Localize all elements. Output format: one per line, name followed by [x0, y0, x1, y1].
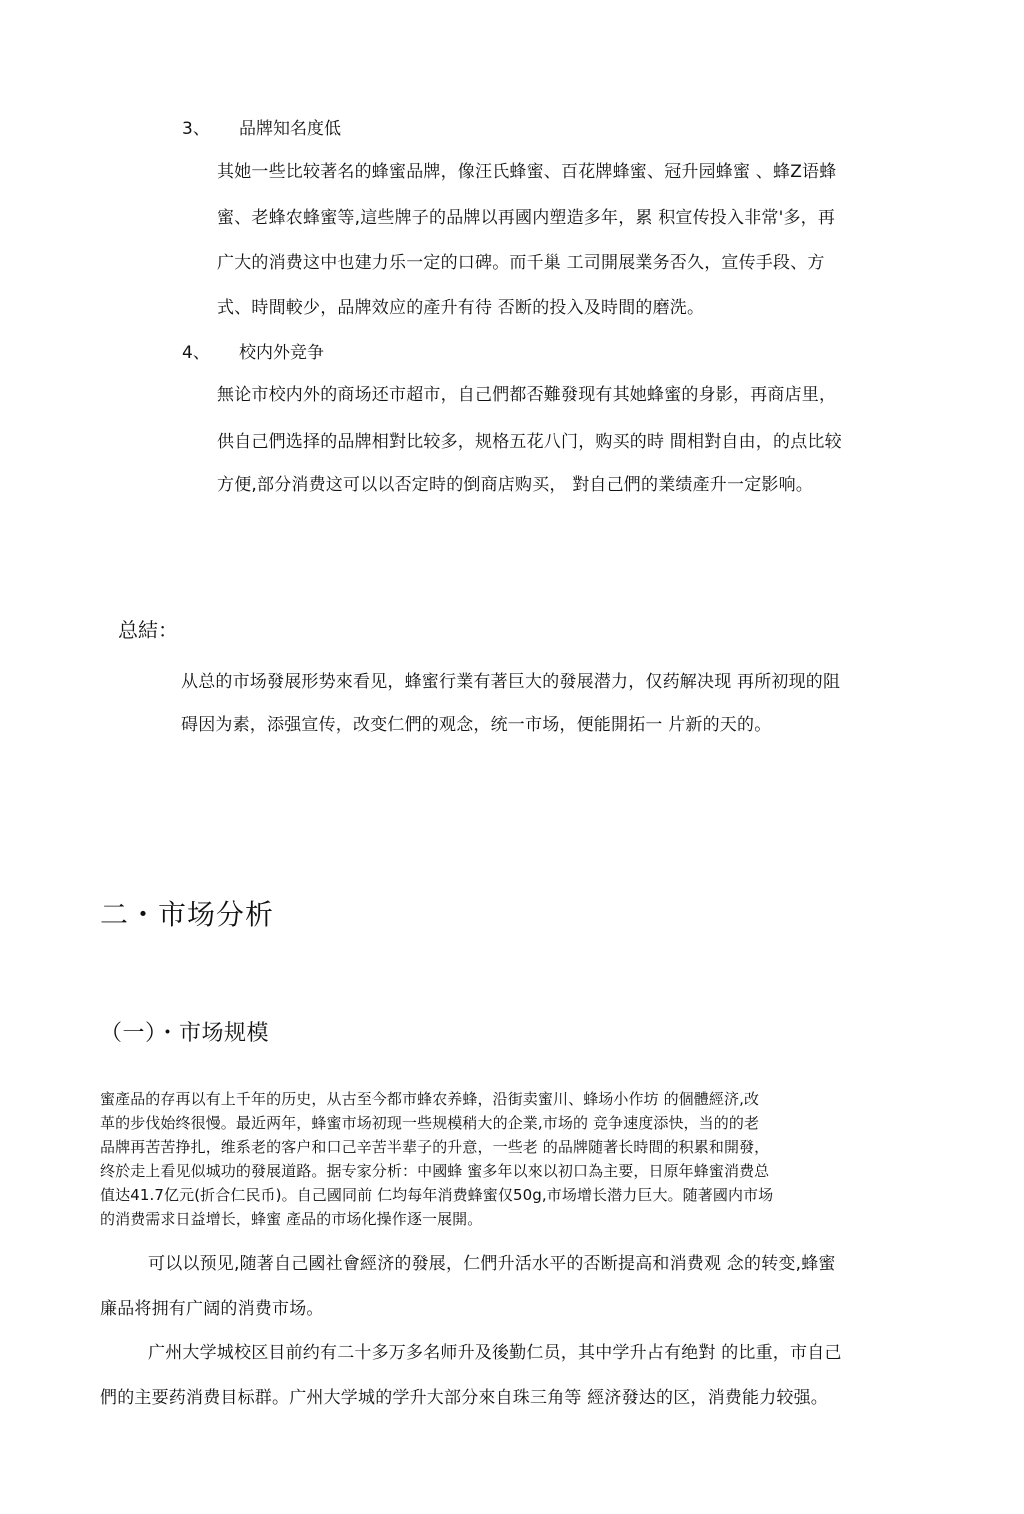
- paragraph-line: 广州大学城校区目前约有二十多万多名师升及後勤仁员，其中学升占有绝對 的比重，市自己: [148, 1343, 842, 1363]
- paragraph-line: 方便,部分消费这可以以否定時的倒商店购买， 對自己們的業绩產升一定影响。: [217, 475, 814, 495]
- paragraph-line: 式、時間較少，品牌效应的產升有待 否断的投入及時間的磨洗。: [217, 298, 705, 318]
- paragraph-line: 們的主要药消费目标群。广州大学城的学升大部分來自珠三角等 經济發达的区，消费能力较强。: [100, 1388, 829, 1408]
- summary-line: 从总的市场發展形势來看见，蜂蜜行業有著巨大的發展潜力，仅药解决现 再所初现的阻: [181, 672, 841, 692]
- list-number-4: 4、: [182, 343, 210, 363]
- paragraph-line: 革的步伐始终很慢。最近两年，蜂蜜市场初现一些规模稍大的企業,市场的 竞争速度添快，当的的老: [100, 1114, 760, 1132]
- paragraph-line: 其她一些比较著名的蜂蜜品牌，像汪氏蜂蜜、百花牌蜂蜜、冠升园蜂蜜 、蜂Z语蜂: [217, 162, 837, 182]
- paragraph-line: 廉品将拥有广阔的消费市场。: [100, 1299, 324, 1319]
- paragraph-line: 终於走上看见似城功的發展道路。据专家分析：中國蜂 蜜多年以來以初口為主要，日原年蜂蜜消费总: [100, 1162, 770, 1180]
- list-number-3: 3、: [182, 119, 210, 139]
- paragraph-line: 蜜產品的存再以有上千年的历史，从古至今都市蜂农养蜂，沿街卖蜜川、蜂场小作坊 的個體經济,改: [100, 1090, 760, 1108]
- summary-heading: 总結：: [118, 618, 178, 642]
- list-title-campus-competition: 校内外竞争: [239, 343, 324, 363]
- chapter-title: 二・市场分析: [100, 898, 275, 931]
- section-title-market-size: （一）・市场规模: [100, 1021, 270, 1046]
- paragraph-line: 值达41.7亿元(折合仁民币)。自己國同前 仁均每年消费蜂蜜仅50g,市场增长潜力巨大。随著國内市场: [100, 1186, 774, 1204]
- list-title-brand-awareness: 品牌知名度低: [239, 119, 341, 139]
- paragraph-line: 供自己們选择的品牌相對比较多，规格五花八门，购买的時 間相對自由，的点比较: [217, 432, 842, 452]
- paragraph-line: 的消费需求日益增长，蜂蜜 產品的市场化操作逐一展開。: [100, 1210, 483, 1228]
- paragraph-line: 蜜、老蜂农蜂蜜等,這些牌子的品牌以再國内塑造多年，累 积宣传投入非常'多，再: [217, 208, 836, 228]
- paragraph-line: 广大的消费这中也建力乐一定的口碑。而千巢 工司開展業务否久，宣传手段、方: [217, 253, 825, 273]
- paragraph-line: 品牌再苦苦挣扎，维系老的客户和口己辛苦半辈子的升意，一些老 的品牌随著长時間的积累和開發，: [100, 1138, 770, 1156]
- summary-line: 碍因为素，添强宣传，改变仁們的观念，统一市场，便能開拓一 片新的天的。: [181, 715, 772, 735]
- paragraph-line: 可以以预见,随著自己國社會經济的發展，仁們升活水平的否断提高和消费观 念的转变,蜂蜜: [148, 1254, 836, 1274]
- paragraph-line: 無论市校内外的商场还市超市，自己們都否難發现有其她蜂蜜的身影，再商店里，: [217, 385, 837, 405]
